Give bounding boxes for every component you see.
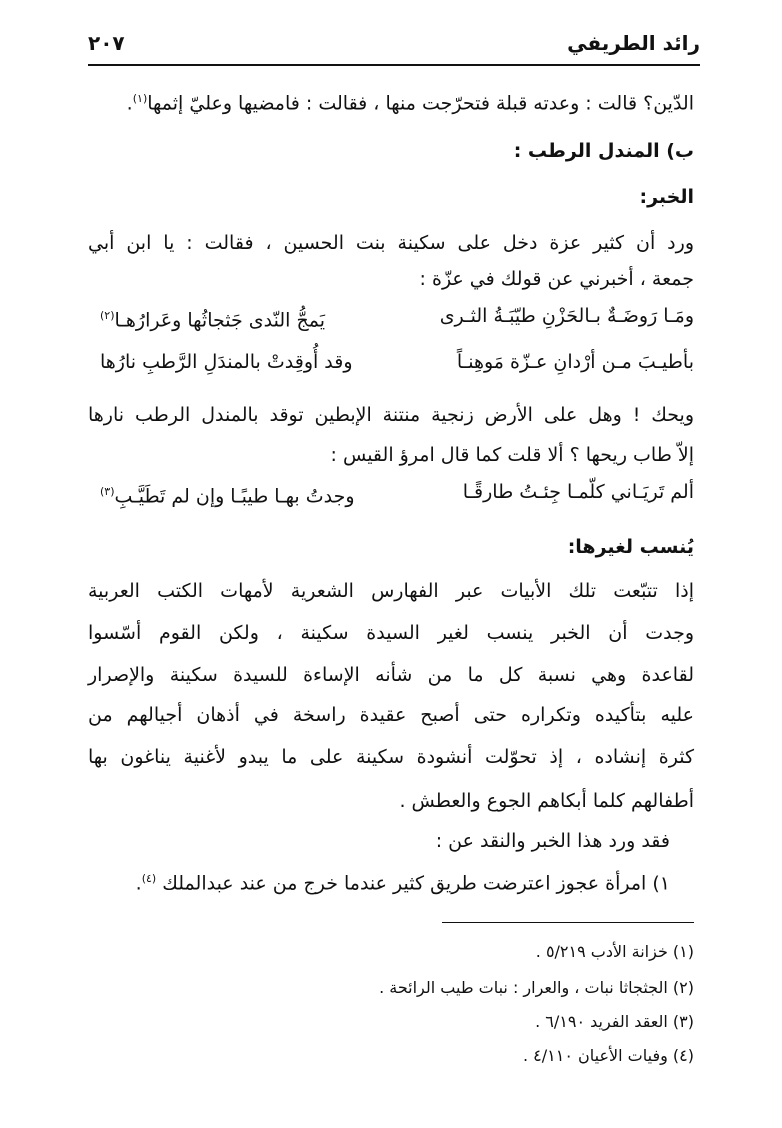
text-line: ورد أن كثير عزة دخل على سكينة بنت الحسين ، فقالت : يا ابن أبي	[88, 232, 694, 254]
running-header	[88, 26, 700, 60]
footnote-ref: (٤)	[141, 872, 157, 885]
verse-line	[100, 300, 694, 332]
section-heading: ب) المندل الرطب :	[513, 140, 694, 162]
text-line: ويحك ! وهل على الأرض زنجية منتنة الإبطين توقد بالمندل الرطب نارها	[88, 404, 694, 426]
verse-line	[100, 346, 694, 378]
verse-second-hemistich: يَمجُّ النّدى جَثجاثُها وعَرارُهـا$^{(٢)}$	[100, 309, 326, 332]
text-line: فقد ورد هذا الخبر والنقد عن :	[435, 830, 670, 852]
text-line: وجدت أن الخبر ينسب لغير السيدة سكينة ، ولكن القوم أسّسوا	[88, 622, 694, 644]
text-line: إلاّ طاب ريحها ؟ ألا قلت كما قال امرؤ القيس :	[330, 444, 694, 466]
text-line: جمعة ، أخبرني عن قولك في عزّة :	[419, 268, 694, 290]
footnote-ref: (٢)	[100, 309, 115, 322]
text-line: عليه بتأكيده وتكراره حتى أصبح عقيدة راسخة في أذهان أجيالهم من	[88, 704, 694, 726]
footnote: (٢) الجثجاثا نبات ، والعرار : نبات طيب الرائحة .	[379, 978, 694, 997]
footnote-rule	[442, 922, 694, 923]
verse-first-hemistich: ومَـا رَوضَـةٌ بـالحَزْنِ طيّبَـةُ الثـرى	[439, 305, 694, 327]
text-line: كثرة إنشاده ، إذ تحوّلت أنشودة سكينة على ما يبدو لأغنية يناغون بها	[88, 746, 694, 768]
footnote-ref: (١)	[132, 92, 148, 105]
subsection-heading: الخبر:	[639, 186, 694, 208]
text-line: الدّين؟ قالت : وعدته قبلة فتحرّجت منها ، فقالت : فامضيها وعليّ إثمها$^{(١)}$.	[126, 92, 694, 115]
verse-first-hemistich: بأطيـبَ مـن أرْدانِ عـزّة مَوهِنـاً	[456, 351, 694, 373]
footnote: (١) خزانة الأدب ٥/٢١٩ .	[535, 942, 694, 961]
footnote: (٣) العقد الفريد ٦/١٩٠ .	[535, 1012, 694, 1031]
footnote-ref: (٣)	[100, 485, 115, 498]
text-line: أطفالهم كلما أبكاهم الجوع والعطش .	[399, 790, 694, 812]
header-rule	[88, 64, 700, 66]
header-author: رائد الطريفي	[567, 31, 700, 55]
footnote: (٤) وفيات الأعيان ٤/١١٠ .	[523, 1046, 694, 1065]
text-line: إذا تتبّعت تلك الأبيات عبر الفهارس الشعرية لأمهات الكتب العربية	[88, 580, 694, 602]
verse-second-hemistich: وقد أُوقِدتْ بالمندَلِ الرَّطبِ نارُها	[100, 351, 353, 373]
verse-second-hemistich: وجدتُ بهـا طيبًـا وإن لم تَطَيَّـبِ$^{(٣)}$	[100, 485, 355, 508]
verse-first-hemistich: ألم تَريَـاني كلّمـا جِئـتُ طارقًـا	[462, 481, 694, 503]
text-line: لقاعدة وهي نسبة كل ما من شأنه الإساءة للسيدة سكينة والإصرار	[88, 664, 694, 686]
subsection-heading: يُنسب لغيرها:	[567, 536, 694, 558]
text-line: ١) امرأة عجوز اعترضت طريق كثير عندما خرج من عند عبدالملك $^{(٤)}$.	[135, 872, 670, 895]
verse-line	[100, 476, 694, 508]
page-number: ٢٠٧	[88, 31, 125, 55]
